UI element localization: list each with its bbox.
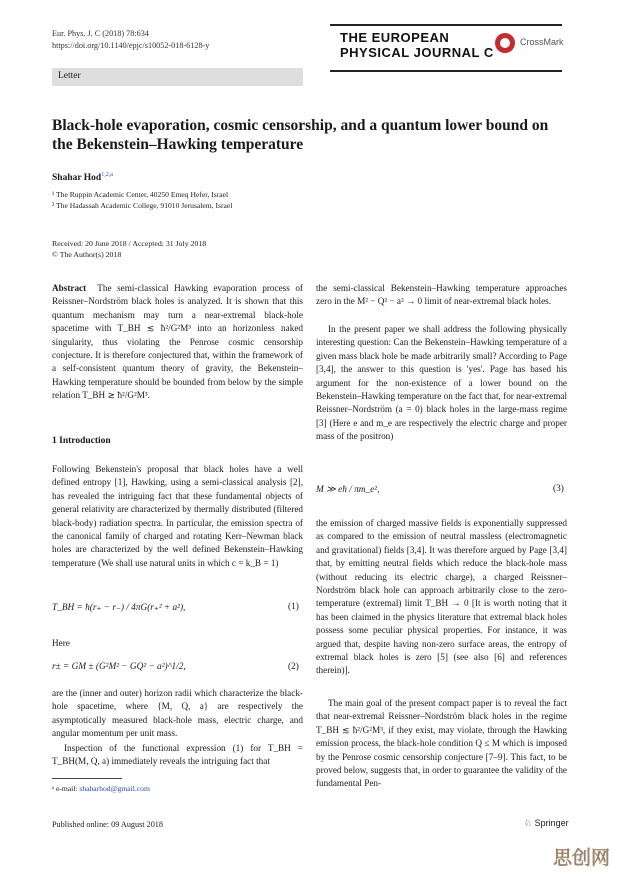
- journal-citation: [52, 28, 209, 52]
- footnote-rule: [52, 778, 122, 779]
- copyright: © The Author(s) 2018: [52, 250, 122, 259]
- watermark: 思创网: [552, 847, 610, 869]
- right-paragraph-2: In the present paper we shall address the following physically interesting question: Can the Bekenstein–Hawking temperature of a given mass black hole be made arbitrarily small? According to Page [3,4], the answer to this question is 'yes'. Page has based his argument for the non-existence of a lower bound on the Bekenstein–Hawking temperature on the fact that, for near-extremal Reissner–Nordström (a = 0) black holes in the large-mass regime [3] (Here e and m_e are respectively the electric charge and proper mass of the positron): [316, 324, 567, 442]
- author-name: Shahar Hod: [52, 173, 102, 184]
- right-paragraph-1: the semi-classical Bekenstein–Hawking temperature approaches zero in the M² − Q² − a² → 0 limit of near-extremal black holes.: [316, 283, 567, 307]
- author-affil-sup[interactable]: 1,2,a: [101, 172, 113, 178]
- journal-logo: [340, 30, 494, 60]
- article-type: Letter: [58, 71, 81, 81]
- abstract-text: The semi-classical Hawking evaporation process of Reissner–Nordström black holes is analyzed. It is shown that this quantum mechanism may turn a near-extremal black-hole spacetime with T_BH ≲ ħ²/G²M³ into an horizonless naked singularity, thus violating the Penrose cosmic censorship conjecture. It is therefore conjectured that, within the framework of a self-consistent quantum theory of gravity, the Bekenstein–Hawking temperature should be bounded from below by the simple relation T_BH ≳ ħ²/G²M³.: [52, 283, 303, 401]
- section-heading: 1 Introduction: [52, 436, 111, 446]
- abstract: [52, 282, 303, 403]
- author: [52, 172, 113, 183]
- equation-2: r± = GM ± (G²M² − GQ² − a²)^1/2,: [52, 662, 186, 672]
- equation-1-number: (1): [288, 602, 299, 612]
- intro-paragraph-3: Inspection of the functional expression (1) for T_BH = T_BH(M, Q, a) immediately reveals the intriguing fact that: [52, 743, 303, 767]
- article-type-bar: [52, 68, 303, 86]
- intro-paragraph-2: are the (inner and outer) horizon radii which characterize the black-hole spacetime, where {M, Q, a} are respectively the asymptotically measured black-hole mass, electric charge, and angular momentum per unit mass.: [52, 688, 303, 739]
- logo-line-2: PHYSICAL JOURNAL C: [340, 45, 494, 60]
- footnote: [52, 784, 150, 793]
- right-paragraph-4: The main goal of the present compact paper is to reveal the fact that near-extremal Reissner–Nordström black holes in the regime T_BH ≲ ħ²/G²M³, if they exist, may violate, through the Hawking emission process, the black-hole condition Q ≤ M which is imposed by the Penrose cosmic censorship conjecture [7–9]. This fact, to be proved below, suggests that, in order to guarantee the validity of the fundamental Pen-: [316, 698, 567, 789]
- email-link[interactable]: shaharhod@gmail.com: [79, 784, 150, 793]
- equation-1: T_BH = ħ(r₊ − r₋) / 4πG(r₊² + a²),: [52, 603, 186, 613]
- footnote-prefix: ᵃ e-mail:: [52, 784, 80, 793]
- publisher-name: Springer: [534, 818, 569, 828]
- dates: [52, 238, 206, 260]
- crossmark-label[interactable]: CrossMark: [520, 37, 564, 47]
- paper-title: Black-hole evaporation, cosmic censorship, and a quantum lower bound on the Bekenstein–Hawking temperature: [52, 117, 549, 153]
- here-label: Here: [52, 638, 70, 648]
- publisher-logo: [524, 818, 569, 829]
- equation-2-number: (2): [288, 662, 299, 672]
- abstract-label: Abstract: [52, 283, 87, 293]
- logo-line-1: THE EUROPEAN: [340, 30, 450, 45]
- affiliation-2: ² The Hadassah Academic College, 91010 Jerusalem, Israel: [52, 201, 233, 210]
- crossmark-icon-inner: [500, 38, 510, 48]
- intro-paragraph-1: Following Bekenstein's proposal that black holes have a well defined entropy [1], Hawking, using a semi-classical analysis [2], has revealed the intriguing fact that these fundamental objects of general relativity are characterized by thermally distributed (filtered black-body) radiation spectra. In particular, the emission spectra of the canonical family of charged and rotating Kerr–Newman black holes are characterized by the well defined Bekenstein–Hawking temperature (We shall use natural units in which c = k_B = 1): [52, 464, 303, 568]
- equation-3: M ≫ eħ / πm_e²,: [316, 485, 380, 495]
- received-accepted: Received: 20 June 2018 / Accepted: 31 July 2018: [52, 239, 207, 248]
- published-date: Published online: 09 August 2018: [52, 820, 163, 829]
- equation-3-number: (3): [553, 484, 564, 494]
- doi-link[interactable]: https://doi.org/10.1140/epjc/s10052-018-6128-y: [52, 41, 210, 50]
- springer-icon: ♘: [524, 818, 533, 828]
- right-paragraph-3: the emission of charged massive fields is exponentially suppressed as compared to the emission of neutral massless (electromagnetic and gravitational) fields [3,4]. It was therefore argued by Page [3,4] that, by emitting neutral fields which reduce the black-hole mass (without reducing its electric charge), a charged Reissner–Nordström black hole can approach arbitrarily close to the zero-temperature (extremal) limit T_BH → 0 [It is worth noting that it has been claimed in the physics literature that extremal black holes possess some peculiar physical properties. For instance, it was argued that, despite having non-zero surface areas, the entropy of extremal black holes is zero [5] (see also [6] and references therein)].: [316, 518, 567, 676]
- journal-line: Eur. Phys. J. C (2018) 78:634: [52, 29, 149, 38]
- affiliation-1: ¹ The Ruppin Academic Center, 40250 Emeq Hefer, Israel: [52, 190, 229, 199]
